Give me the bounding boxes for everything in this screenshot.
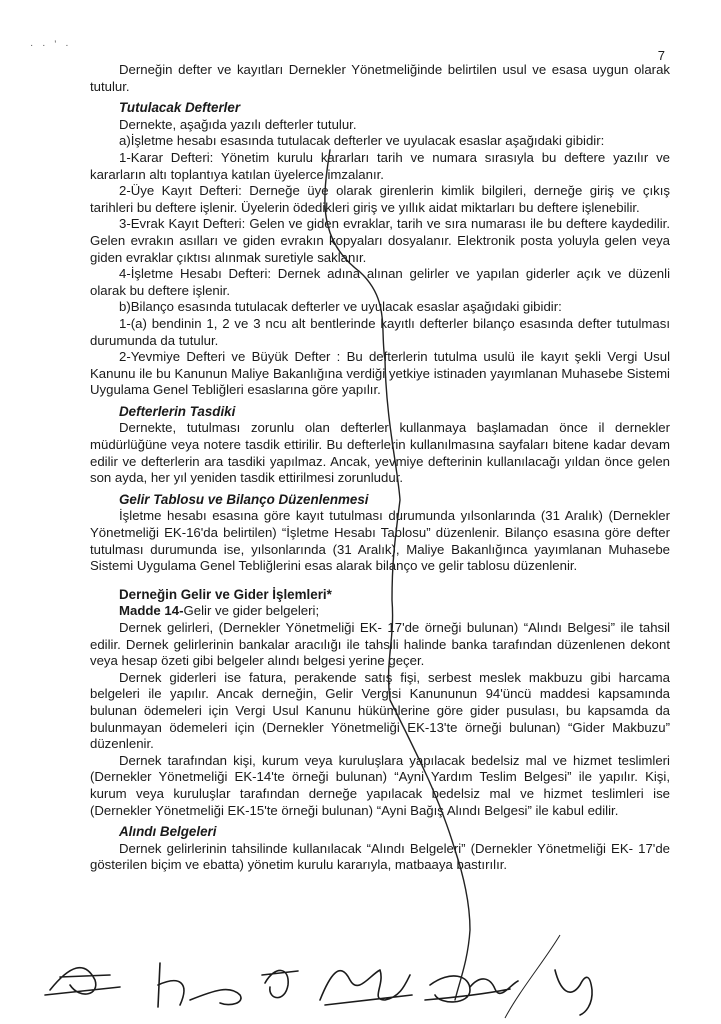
- paragraph: a)İşletme hesabı esasında tutulacak defterler ve uyulacak esaslar aşağıdaki gibidir:: [119, 133, 605, 149]
- paragraph: Dernekte, aşağıda yazılı defterler tutulur.: [119, 116, 357, 132]
- scan-specks: · · ʼ ·: [30, 40, 72, 51]
- madde-line: [119, 603, 670, 620]
- paragraph: Dernek giderleri ise fatura, perakende satış fişi, serbest meslek makbuzu gibi harcama belgeleri ile yapılır. Ancak derneğin, Gelir Vergisi Kanununun 94'üncü maddesi kapsamında bulunan ödemeleri için Vergi Usul Kanunu hükümlerine göre gider pusulası, bu kapsamda da bulunmayan ödemeleri için (Dernekler Yönetmeliği EK-13'te örneği bulunan) “Gider Makbuzu” düzenlenir.: [90, 669, 670, 752]
- paragraph: İşletme hesabı esasına göre kayıt tutulması durumunda yılsonlarında (31 Aralık) (Dernekler Yönetmeliği EK-16'da belirtilen) “İşletme Hesabı Tablosu” düzenlenir. Bilanço esasına göre defter tutulması durumunda ise, yılsonlarında (31 Aralık), Maliye Bakanlığınca yayımlanan Muhasebe Sistemi Uygulama Genel Tebliğlerini esas alarak bilanço ve gelir tablosu düzenlenir.: [90, 508, 670, 574]
- page-number: 7: [657, 48, 665, 63]
- paragraph: 4-İşletme Hesabı Defteri: Dernek adına alınan gelirler ve yapılan giderler açık ve düzenli olarak bu deftere işlenir.: [90, 266, 670, 298]
- intro-paragraph: Derneğin defter ve kayıtları Dernekler Yönetmeliğinde belirtilen usul ve esasa uygun olarak tutulur.: [90, 62, 670, 94]
- heading-gelir-tablosu: Gelir Tablosu ve Bilanço Düzenlenmesi: [119, 491, 369, 507]
- heading-tutulacak-defterler: Tutulacak Defterler: [119, 100, 241, 116]
- signatures: [40, 945, 680, 1020]
- madde-text: Gelir ve gider belgeleri;: [183, 603, 320, 619]
- paragraph: 3-Evrak Kayıt Defteri: Gelen ve giden evraklar, tarih ve sıra numarası ile bu deftere kaydedilir. Gelen evrakın asılları ve giden evrakın kopyaları dosyalanır. Elektronik posta yoluyla gelen veya giden evraklar çıktısı alınmak suretiyle saklanır.: [90, 216, 670, 265]
- madde-label: Madde 14-: [119, 603, 184, 619]
- paragraph: Dernek gelirlerinin tahsilinde kullanılacak “Alındı Belgeleri” (Dernekler Yönetmeliği EK- 17'de gösterilen biçim ve ebatta) yönetim kurulu kararıyla, matbaaya bastırılır.: [90, 840, 670, 873]
- heading-defterlerin-tasdiki: Defterlerin Tasdiki: [119, 403, 236, 419]
- paragraph: 1-Karar Defteri: Yönetim kurulu kararları tarih ve numara sırasıyla bu deftere yazılır ve kararların altı toplantıya katılan üyelerce imzalanır.: [90, 149, 670, 182]
- heading-gelir-gider-islemleri: Derneğin Gelir ve Gider İşlemleri*: [119, 586, 332, 602]
- paragraph: Dernek gelirleri, (Dernekler Yönetmeliği EK- 17'de örneği bulunan) “Alındı Belgesi” ile tahsil edilir. Dernek gelirlerinin bankalar aracılığı ile tahsili halinde banka tarafından düzenlenen dekont veya hesap özeti gibi belgeler alındı belgesi yerine geçer.: [90, 620, 670, 669]
- paragraph: Dernekte, tutulması zorunlu olan defterler kullanmaya başlamadan önce il dernekler müdürlüğüne veya notere tasdik ettirilir. Bu defterlerin kullanılmasına sayfaları bitene kadar devam edilir ve defterlerin ara tasdiki yapılmaz. Ancak, yevmiye defterinin kullanılacağı yıldan önce gelen son ayda, her yıl yeniden tasdik ettirilmesi zorunludur.: [90, 420, 670, 486]
- heading-alindi-belgeleri: Alındı Belgeleri: [119, 824, 217, 840]
- paragraph: b)Bilanço esasında tutulacak defterler ve uyulacak esaslar aşağıdaki gibidir:: [119, 299, 562, 315]
- paragraph: 2-Üye Kayıt Defteri: Derneğe üye olarak girenlerin kimlik bilgileri, derneğe giriş ve çıkış tarihleri bu deftere işlenir. Üyelerin ödedikleri giriş ve yıllık aidat miktarları bu deftere işlenebilir.: [90, 183, 670, 215]
- paragraph: Dernek tarafından kişi, kurum veya kuruluşlara yapılacak bedelsiz mal ve hizmet teslimleri (Dernekler Yönetmeliği EK-14'te örneği bulunan) “Ayni Yardım Teslim Belgesi” ile yapılır. Kişi, kurum veya kuruluşlar tarafından derneğe yapılacak bedelsiz mal ve hizmet teslimleri ise (Dernekler Yönetmeliği EK-15'te örneği bulunan) “Ayni Bağış Alındı Belgesi” ile kabul edilir.: [90, 752, 670, 818]
- document-body: [90, 62, 670, 874]
- paragraph: 2-Yevmiye Defteri ve Büyük Defter : Bu defterlerin tutulma usulü ile kayıt şekli Vergi Usul Kanunu ile bu Kanunun Maliye Bakanlığına verdiği yetkiye istinaden yayımlanan Muhasebe Sistemi Uygulama Genel Tebliğleri esaslarına göre yapılır.: [90, 349, 670, 398]
- paragraph: 1-(a) bendinin 1, 2 ve 3 ncu alt bentlerinde kayıtlı defterler bilanço esasında defter tutulması durumunda da tutulur.: [90, 315, 670, 348]
